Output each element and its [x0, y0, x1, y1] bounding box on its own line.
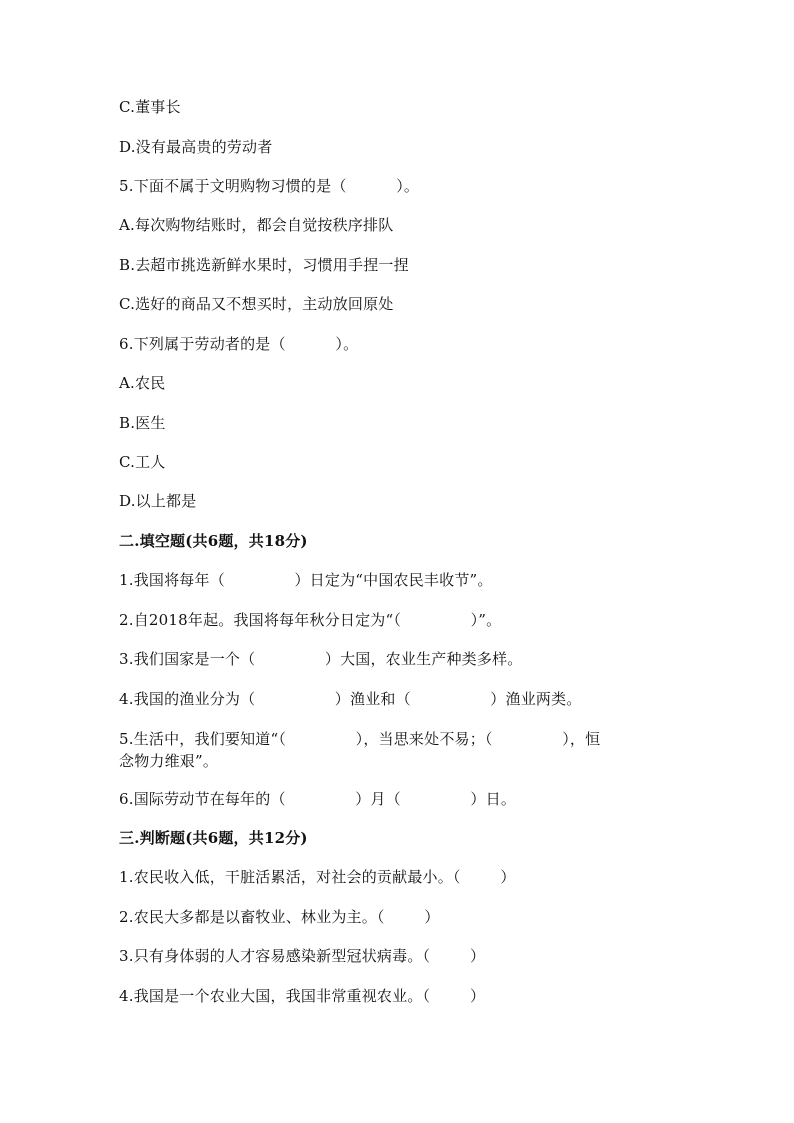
judge-item-4: 4.我国是一个农业大国，我国非常重视农业。（ ） — [119, 987, 486, 1005]
judge-item-1: 1.农民收入低，干脏活累活，对社会的贡献最小。（ ） — [119, 868, 516, 886]
section3-title: 三.判断题(共6题，共12分) — [119, 829, 308, 847]
q5-option-b: B.去超市挑选新鲜水果时，习惯用手捏一捏 — [119, 256, 409, 274]
q6-stem: 6.下列属于劳动者的是（ ）。 — [119, 335, 359, 353]
fill-item-4: 4.我国的渔业分为（ ）渔业和（ ）渔业两类。 — [119, 690, 582, 708]
fill-item-3: 3.我们国家是一个（ ）大国，农业生产种类多样。 — [119, 650, 523, 668]
fill-item-5-line1: 5.生活中，我们要知道“（ ），当思来处不易；（ ），恒 — [119, 730, 601, 748]
fill-item-5-line2: 念物力维艰”。 — [119, 752, 219, 770]
fill-item-2: 2.自2018年起。我国将每年秋分日定为“（ ）”。 — [119, 611, 502, 629]
q6-option-b: B.医生 — [119, 414, 166, 432]
q4-option-c: C.董事长 — [119, 98, 181, 116]
section2-title: 二.填空题(共6题，共18分) — [119, 532, 308, 550]
judge-item-3: 3.只有身体弱的人才容易感染新型冠状病毒。（ ） — [119, 947, 486, 965]
fill-item-6: 6.国际劳动节在每年的（ ）月（ ）日。 — [119, 790, 517, 808]
q5-stem: 5.下面不属于文明购物习惯的是（ ）。 — [119, 177, 420, 195]
judge-item-2: 2.农民大多都是以畜牧业、林业为主。（ ） — [119, 908, 440, 926]
q6-option-d: D.以上都是 — [119, 492, 197, 510]
q5-option-c: C.选好的商品又不想买时，主动放回原处 — [119, 295, 394, 313]
q4-option-d: D.没有最高贵的劳动者 — [119, 138, 273, 156]
q5-option-a: A.每次购物结账时，都会自觉按秩序排队 — [119, 216, 394, 234]
fill-item-1: 1.我国将每年（ ）日定为“中国农民丰收节”。 — [119, 571, 493, 589]
q6-option-c: C.工人 — [119, 453, 166, 471]
q6-option-a: A.农民 — [119, 374, 166, 392]
